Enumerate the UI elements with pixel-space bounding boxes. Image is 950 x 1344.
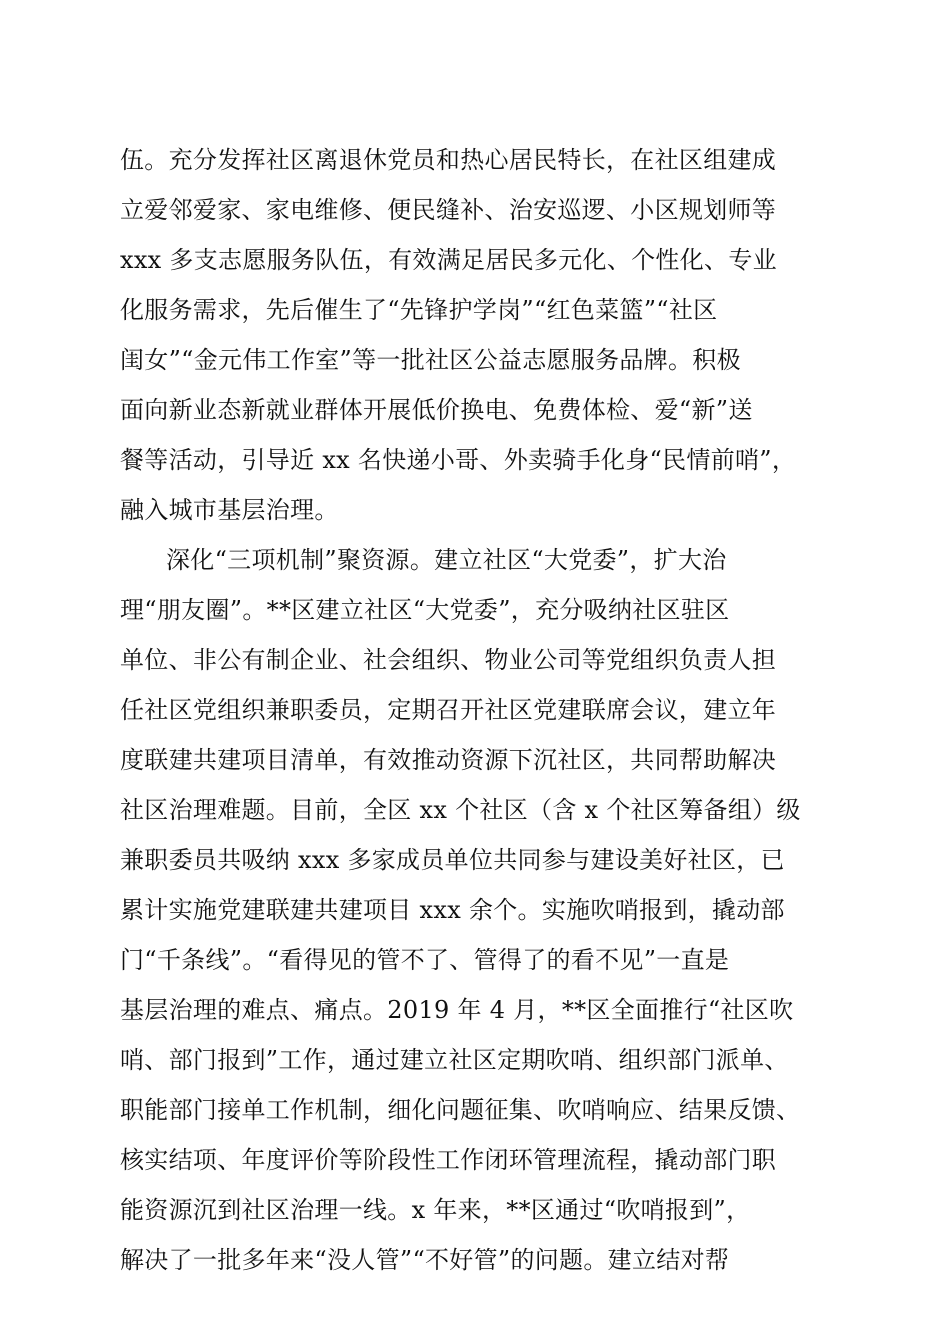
paragraph-line: 任社区党组织兼职委员，定期召开社区党建联席会议，建立年	[120, 696, 777, 724]
paragraph-line: 社区治理难题。目前，全区 xx 个社区（含 x 个社区筹备组）级	[120, 796, 801, 824]
paragraph-line: 核实结项、年度评价等阶段性工作闭环管理流程，撬动部门职	[120, 1146, 777, 1174]
paragraph-line: 能资源沉到社区治理一线。x 年来，**区通过“吹哨报到”，	[120, 1196, 751, 1224]
paragraph-line: xxx 多支志愿服务队伍，有效满足居民多元化、个性化、专业	[120, 246, 777, 274]
paragraph-line: 累计实施党建联建共建项目 xxx 余个。实施吹哨报到，撬动部	[120, 896, 785, 924]
paragraph-line: 伍。充分发挥社区离退休党员和热心居民特长，在社区组建成	[120, 146, 777, 174]
paragraph-line: 面向新业态新就业群体开展低价换电、免费体检、爱“新”送	[120, 396, 753, 424]
paragraph-line: 基层治理的难点、痛点。2019 年 4 月，**区全面推行“社区吹	[120, 996, 794, 1024]
paragraph-line: 解决了一批多年来“没人管”“不好管”的问题。建立结对帮	[120, 1246, 730, 1274]
paragraph-line: 餐等活动，引导近 xx 名快递小哥、外卖骑手化身“民情前哨”，	[120, 446, 797, 474]
paragraph-line: 融入城市基层治理。	[120, 496, 339, 524]
document-body	[120, 135, 840, 1285]
paragraph-first-line: 深化“三项机制”聚资源。建立社区“大党委”，扩大治	[166, 546, 727, 574]
paragraph-line: 单位、非公有制企业、社会组织、物业公司等党组织负责人担	[120, 646, 777, 674]
paragraph-line: 门“千条线”。“看得见的管不了、管得了的看不见”一直是	[120, 946, 730, 974]
paragraph-line: 化服务需求，先后催生了“先锋护学岗”“红色菜篮”“社区	[120, 296, 718, 324]
paragraph-line: 度联建共建项目清单，有效推动资源下沉社区，共同帮助解决	[120, 746, 777, 774]
paragraph-line: 兼职委员共吸纳 xxx 多家成员单位共同参与建设美好社区，已	[120, 846, 785, 874]
paragraph-line: 职能部门接单工作机制，细化问题征集、吹哨响应、结果反馈、	[120, 1096, 801, 1124]
paragraph-line: 理“朋友圈”。**区建立社区“大党委”，充分吸纳社区驻区	[120, 596, 730, 624]
paragraph-line: 闺女”“金元伟工作室”等一批社区公益志愿服务品牌。积极	[120, 346, 741, 374]
paragraph-line: 立爱邻爱家、家电维修、便民缝补、治安巡逻、小区规划师等	[120, 196, 777, 224]
paragraph-line: 哨、部门报到”工作，通过建立社区定期吹哨、组织部门派单、	[120, 1046, 789, 1074]
